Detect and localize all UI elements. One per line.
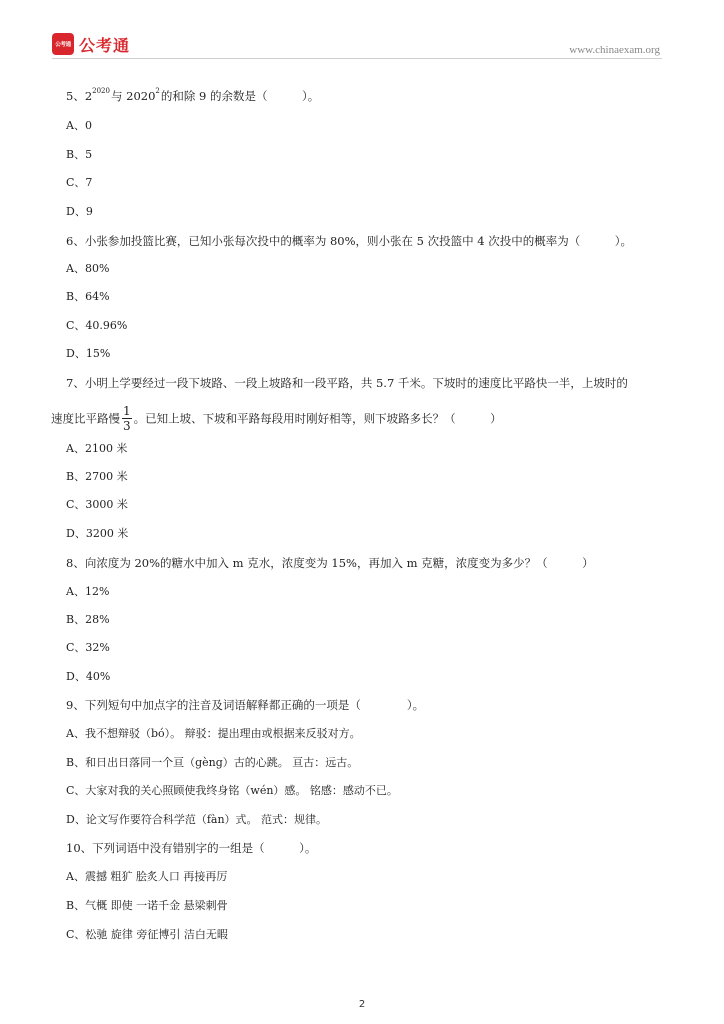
question-9-option-b[interactable]: B、和日出日落同一个亘（gèng）古的心跳。 亘古：远古。: [66, 756, 359, 769]
logo-text: 公考通: [79, 35, 131, 55]
question-8-option-d[interactable]: D、40%: [66, 670, 111, 683]
question-5-option-b[interactable]: B、5: [66, 148, 93, 161]
exponent-2: 2: [155, 87, 160, 95]
question-7-option-a[interactable]: A、2100 米: [66, 442, 128, 455]
page-header: [0, 0, 724, 62]
question-9-option-a[interactable]: A、我不想辩驳（bó）。 辩驳：提出理由或根据来反驳对方。: [66, 727, 361, 740]
question-8-option-c[interactable]: C、32%: [66, 641, 110, 654]
question-8-stem: 8、向浓度为 20%的糖水中加入 m 克水，浓度变为 15%，再加入 m 克糖，浓度变为多少？（ ）: [66, 556, 594, 570]
question-5-stem: 5、$2^{2020}$与 2020$^2$的和除 9 的余数是（ ）。: [66, 87, 320, 103]
question-7-stem-line-2: 速度比平路慢 $\frac{1}{3}$ 。已知上坡、下坡和平路每段用时刚好相等，则下坡路多长？（ ）: [51, 404, 502, 433]
question-5-option-d[interactable]: D、9: [66, 205, 93, 218]
question-10-stem: 10、下列词语中没有错别字的一组是（ ）。: [66, 841, 317, 855]
question-6-stem: 6、小张参加投篮比赛，已知小张每次投中的概率为 80%，则小张在 5 次投篮中 4 次投中的概率为（ ）。: [66, 234, 633, 248]
question-7-option-d[interactable]: D、3200 米: [66, 527, 129, 540]
question-6-option-a[interactable]: A、80%: [66, 262, 110, 275]
brand-logo[interactable]: [52, 33, 130, 55]
page-number: 2: [358, 999, 366, 1010]
question-8-option-a[interactable]: A、12%: [66, 585, 110, 598]
fraction-one-third: $\frac{1}{3}$: [123, 404, 131, 433]
question-7-stem-line-1: 7、小明上学要经过一段下坡路、一段上坡路和一段平路，共 5.7 千米。下坡时的速度比平路快一半，上坡时的: [66, 376, 628, 390]
question-9-option-d[interactable]: D、论文写作要符合科学范（fàn）式。 范式：规律。: [66, 813, 328, 826]
question-6-option-d[interactable]: D、15%: [66, 347, 111, 360]
question-8-option-b[interactable]: B、28%: [66, 613, 110, 626]
logo-badge-icon: 公考通: [52, 33, 74, 55]
question-10-option-b[interactable]: B、气概 即使 一诺千金 悬梁刺骨: [66, 899, 228, 912]
question-7-option-b[interactable]: B、2700 米: [66, 470, 128, 483]
question-6-option-b[interactable]: B、64%: [66, 290, 110, 303]
question-5-option-a[interactable]: A、0: [66, 119, 92, 132]
question-6-option-c[interactable]: C、40.96%: [66, 319, 128, 332]
question-5-option-c[interactable]: C、7: [66, 176, 93, 189]
question-9-option-c[interactable]: C、大家对我的关心照顾使我终身铭（wén）感。 铭感：感动不已。: [66, 784, 398, 797]
question-10-option-a[interactable]: A、震撼 粗犷 脍炙人口 再接再厉: [66, 870, 228, 883]
header-divider: [52, 58, 662, 59]
question-10-option-c[interactable]: C、松驰 旋律 旁征博引 洁白无暇: [66, 928, 228, 941]
question-9-stem: 9、下列短句中加点字的注音及词语解释都正确的一项是（ ）。: [66, 698, 425, 712]
site-url[interactable]: www.chinaexam.org: [569, 44, 660, 56]
question-7-option-c[interactable]: C、3000 米: [66, 498, 128, 511]
exponent-2020: 2020: [92, 87, 110, 95]
